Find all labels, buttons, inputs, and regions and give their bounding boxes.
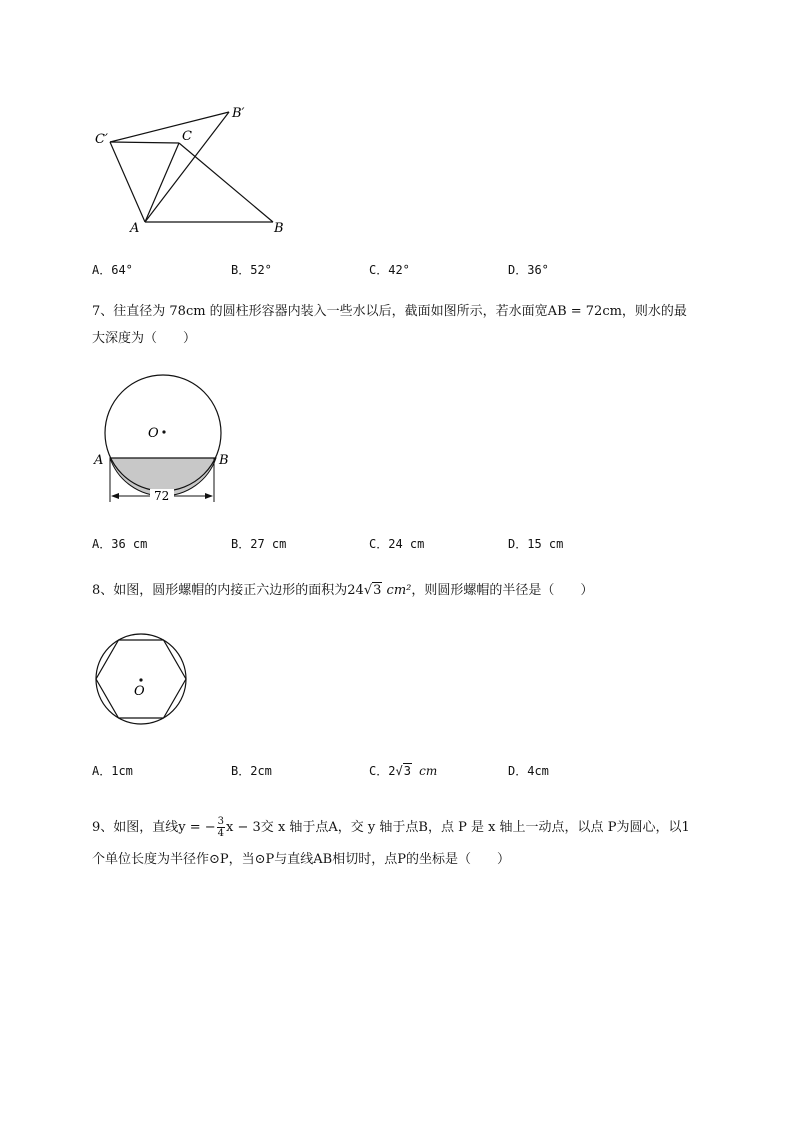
q9-stem-line2: 个单位长度为半径作⊙P，当⊙P与直线AB相切时，点P的坐标是（ ） [92,852,510,867]
label-o: O [134,684,145,699]
q8-option-d: D．4cm [508,764,549,778]
label-b-prime: B′ [232,106,245,121]
q6-option-c: C．42° [369,263,410,277]
segment-c-b [179,143,273,222]
label-a: A [94,453,104,468]
q8-option-a: A．1cm [92,764,133,778]
width-label: 72 [154,489,170,503]
q8-option-c-sqrt-sign: √ [395,764,403,778]
q8-option-c-sqrt: 3 [403,764,411,778]
q6-option-b: B．52° [231,263,272,277]
q8-stem-post: ，则圆形螺帽的半径是（ ） [411,583,594,598]
q8-option-c [369,757,437,785]
segment-a-c-prime [110,142,145,222]
label-b: B [274,221,284,236]
label-b: B [219,453,229,468]
q8-unit: cm² [386,583,412,598]
center-dot [162,430,165,433]
q8-option-b: B．2cm [231,764,272,778]
q8-sqrt-value: 3 [373,583,382,598]
segment-c-prime-c [110,142,179,143]
q9-fraction [217,816,225,839]
q6-option-d: D．36° [508,263,549,277]
q7-option-c: C．24 cm [369,537,425,551]
q8-option-c-pre: C．2 [369,764,396,778]
q8-sqrt-sign: √ [363,583,373,598]
q7-option-a: A．36 cm [92,537,148,551]
label-o: O [148,426,159,441]
segment-c-prime-b-prime [110,112,229,142]
triangle-rotation-figure [88,100,298,240]
dimension-arrowhead-right [205,493,213,499]
q8-option-c-unit: cm [419,764,438,778]
dimension-arrowhead-left [111,493,119,499]
water-circle-figure [88,372,238,512]
label-c: C [182,129,192,144]
q9-fraction-numerator: 3 [217,816,225,827]
label-c-prime: C′ [95,132,108,147]
q7-option-b: B．27 cm [231,537,287,551]
q9-fraction-denominator: 4 [217,828,225,839]
q8-stem-pre: 8、如图，圆形螺帽的内接正六边形的面积为24 [92,583,364,598]
q7-option-d: D．15 cm [508,537,564,551]
q9-stem-pre: 9、如图，直线y = − [92,820,216,835]
q9-stem-mid: x − 3交 x 轴于点A，交 y 轴于点B，点 P 是 x 轴上一动点，以点 P为圆心，以1 [226,820,690,835]
q8-stem [92,577,593,605]
q7-stem-line2: 大深度为（ ） [92,331,197,346]
q9-stem-line1 [92,814,690,842]
q6-option-a: A．64° [92,263,133,277]
center-dot [139,678,142,681]
segment-a-c [145,143,179,222]
q7-stem-line1: 7、往直径为 78cm 的圆柱形容器内装入一些水以后，截面如图所示，若水面宽AB = 72cm，则水的最 [92,304,687,319]
label-a: A [130,221,140,236]
hexagon-nut-figure [90,630,194,730]
